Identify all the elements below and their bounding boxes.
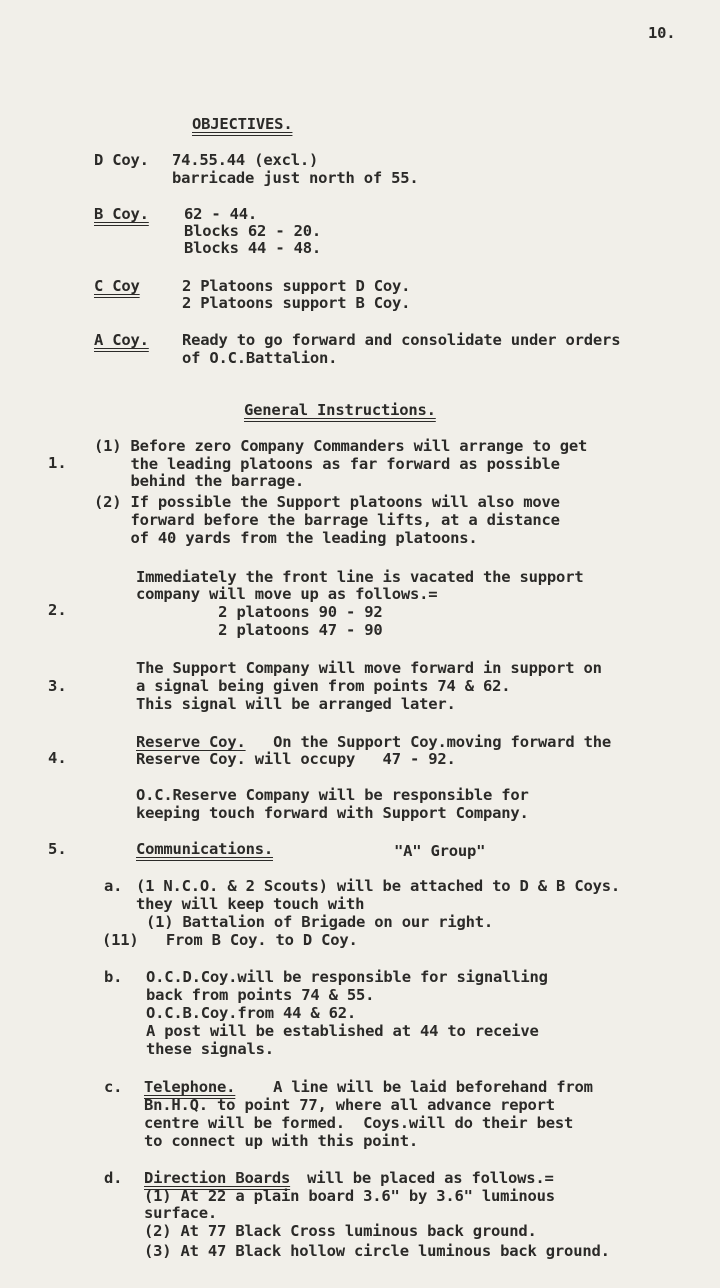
item-c-line-2: Bn.H.Q. to point 77, where all advance report [144,1096,555,1114]
p3-line-3: This signal will be arranged later. [136,695,456,713]
a-coy-line-2: of O.C.Battalion. [182,349,338,367]
item-b-line-3: O.C.B.Coy.from 44 & 62. [146,1004,357,1022]
item-d-line-1: will be placed as follows.= [298,1169,554,1187]
page-number: 10. [648,24,676,42]
a-group-label: "A" Group" [394,842,486,860]
p2-line-4: 2 platoons 47 - 90 [136,621,383,639]
p2-line-2: company will move up as follows.= [136,585,438,603]
c-coy-line-1: 2 Platoons support D Coy. [182,277,411,295]
paragraph-number-3: 3. [48,677,67,695]
item-a-line-4: (11) From B Coy. to D Coy. [102,931,358,949]
p2-line-1: Immediately the front line is vacated the support [136,568,584,586]
item-c-line-3: centre will be formed. Coys.will do their best [144,1114,574,1132]
item-c-line-4: to connect up with this point. [144,1132,418,1150]
b-coy-line-1: 62 - 44. [184,205,258,223]
item-b-line-1: O.C.D.Coy.will be responsible for signalling [146,968,548,986]
c-coy-label: C Coy [94,277,140,295]
b-coy-line-3: Blocks 44 - 48. [184,239,321,257]
general-instructions-heading: General Instructions. [244,401,436,419]
item-a-line-1: (1 N.C.O. & 2 Scouts) will be attached to D & B Coys. [136,877,620,895]
p3-line-2: a signal being given from points 74 & 62. [136,677,511,695]
p4-line-2: Reserve Coy. will occupy 47 - 92. [136,750,456,768]
paragraph-number-5: 5. [48,840,67,858]
p4b-line-1: O.C.Reserve Company will be responsible for [136,786,529,804]
item-d-mark: d. [104,1169,123,1187]
item-a-mark: a. [104,877,123,895]
reserve-coy-label: Reserve Coy. [136,733,246,751]
p1-line-1: (1) Before zero Company Commanders will arrange to get [94,437,588,455]
p4b-line-2: keeping touch forward with Support Company. [136,804,529,822]
direction-boards-label: Direction Boards [144,1169,291,1187]
item-a-line-3: (1) Battalion of Brigade on our right. [146,913,494,931]
item-a-line-2: they will keep touch with [136,895,365,913]
p1-line-4: (2) If possible the Support platoons will also move [94,493,560,511]
p1-line-6: of 40 yards from the leading platoons. [94,529,478,547]
paragraph-number-2: 2. [48,601,67,619]
paragraph-number-1: 1. [48,454,67,472]
a-coy-label: A Coy. [94,331,149,349]
d-coy-label: D Coy. [94,151,149,169]
item-d-line-2: (1) At 22 a plain board 3.6" by 3.6" luminous [144,1187,555,1205]
telephone-label: Telephone. [144,1078,236,1096]
item-b-mark: b. [104,968,123,986]
item-b-line-2: back from points 74 & 55. [146,986,375,1004]
item-b-line-5: these signals. [146,1040,274,1058]
p3-line-1: The Support Company will move forward in support on [136,659,602,677]
item-c-mark: c. [104,1078,123,1096]
d-coy-line-2: barricade just north of 55. [172,169,419,187]
a-coy-line-1: Ready to go forward and consolidate under orders [182,331,621,349]
item-b-line-4: A post will be established at 44 to receive [146,1022,539,1040]
paragraph-number-4: 4. [48,749,67,767]
communications-label: Communications. [136,840,273,858]
objectives-heading: OBJECTIVES. [192,115,293,133]
b-coy-line-2: Blocks 62 - 20. [184,222,321,240]
b-coy-label: B Coy. [94,205,149,223]
p1-line-2: the leading platoons as far forward as possible [94,455,560,473]
p4-line-1: On the Support Coy.moving forward the [264,733,612,751]
item-d-line-4: (2) At 77 Black Cross luminous back ground. [144,1222,537,1240]
p1-line-3: behind the barrage. [94,472,305,490]
item-d-line-5: (3) At 47 Black hollow circle luminous back ground. [144,1242,610,1260]
item-d-line-3: surface. [144,1204,218,1222]
c-coy-line-2: 2 Platoons support B Coy. [182,294,411,312]
p1-line-5: forward before the barrage lifts, at a distance [94,511,560,529]
item-c-line-1: A line will be laid beforehand from [264,1078,593,1096]
p2-line-3: 2 platoons 90 - 92 [136,603,383,621]
d-coy-line-1: 74.55.44 (excl.) [172,151,319,169]
